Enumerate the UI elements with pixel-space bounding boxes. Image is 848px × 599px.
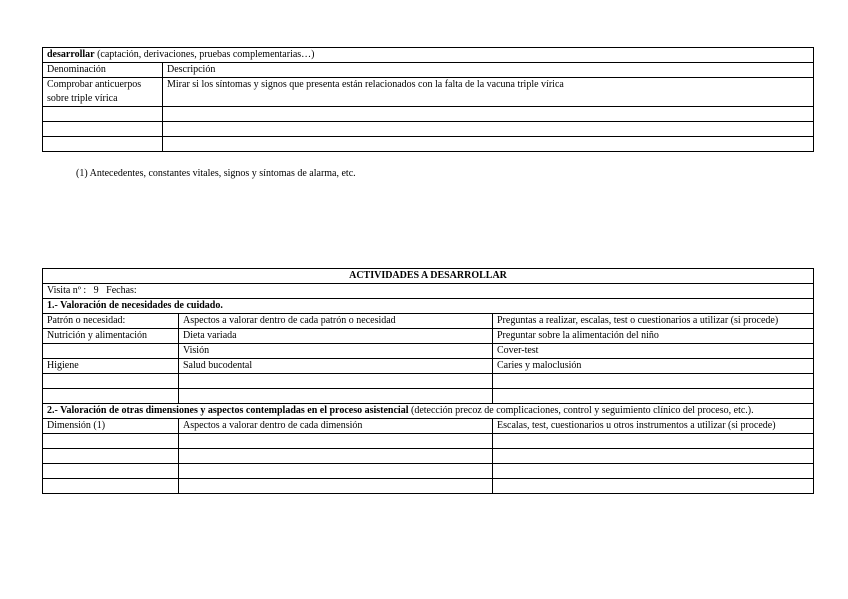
row-description: Mirar si los síntomas y signos que presenta están relacionados con la falta de la vacuna triple vírica — [163, 78, 814, 107]
s1-cell: Cover-test — [493, 344, 814, 359]
s1-header-aspects: Aspectos a valorar dentro de cada patrón o necesidad — [179, 314, 493, 329]
col-denominacion-header: Denominación — [43, 63, 163, 78]
section2-title — [43, 404, 814, 419]
footnote: (1) Antecedentes, constantes vitales, signos y síntomas de alarma, etc. — [76, 168, 356, 179]
col-descripcion-header: Descripción — [163, 63, 814, 78]
s1-cell: Preguntar sobre la alimentación del niño — [493, 329, 814, 344]
s1-cell: Dieta variada — [179, 329, 493, 344]
s1-cell — [43, 344, 179, 359]
s2-header-instruments: Escalas, test, cuestionarios u otros instrumentos a utilizar (si procede) — [493, 419, 814, 434]
s2-header-dimension: Dimensión (1) — [43, 419, 179, 434]
s1-cell: Salud bucodental — [179, 359, 493, 374]
row-name: Comprobar anticuerpos sobre triple vírica — [43, 78, 163, 107]
s1-cell: Higiene — [43, 359, 179, 374]
empty-row — [43, 122, 814, 137]
table-row — [43, 329, 814, 344]
empty-row — [43, 434, 814, 449]
table-row — [43, 344, 814, 359]
section2-title-rest: (detección precoz de complicaciones, control y seguimiento clínico del proceso, etc.). — [408, 405, 754, 416]
referrals-table — [42, 47, 814, 152]
empty-row — [43, 107, 814, 122]
s1-header-questions: Preguntas a realizar, escalas, test o cuestionarios a utilizar (si procede) — [493, 314, 814, 329]
s1-cell: Nutrición y alimentación — [43, 329, 179, 344]
empty-row — [43, 137, 814, 152]
empty-row — [43, 449, 814, 464]
section2-title-bold: 2.- Valoración de otras dimensiones y aspectos contempladas en el proceso asistencial — [47, 405, 409, 416]
s1-cell: Visión — [179, 344, 493, 359]
referrals-header-rest: (captación, derivaciones, pruebas complementarias…) — [94, 49, 315, 60]
section1-title: 1.- Valoración de necesidades de cuidado. — [43, 299, 814, 314]
empty-row — [43, 374, 814, 389]
referrals-header-bold: desarrollar — [47, 49, 95, 60]
table-row — [43, 78, 814, 107]
empty-row — [43, 389, 814, 404]
s2-header-aspects: Aspectos a valorar dentro de cada dimensión — [179, 419, 493, 434]
s1-header-pattern: Patrón o necesidad: — [43, 314, 179, 329]
activities-title: ACTIVIDADES A DESARROLLAR — [43, 269, 814, 284]
s1-cell: Caries y maloclusión — [493, 359, 814, 374]
empty-row — [43, 479, 814, 494]
activities-table — [42, 268, 814, 494]
visit-line: Visita nº : 9 Fechas: — [43, 284, 814, 299]
table-row — [43, 359, 814, 374]
empty-row — [43, 464, 814, 479]
referrals-header — [43, 48, 814, 63]
